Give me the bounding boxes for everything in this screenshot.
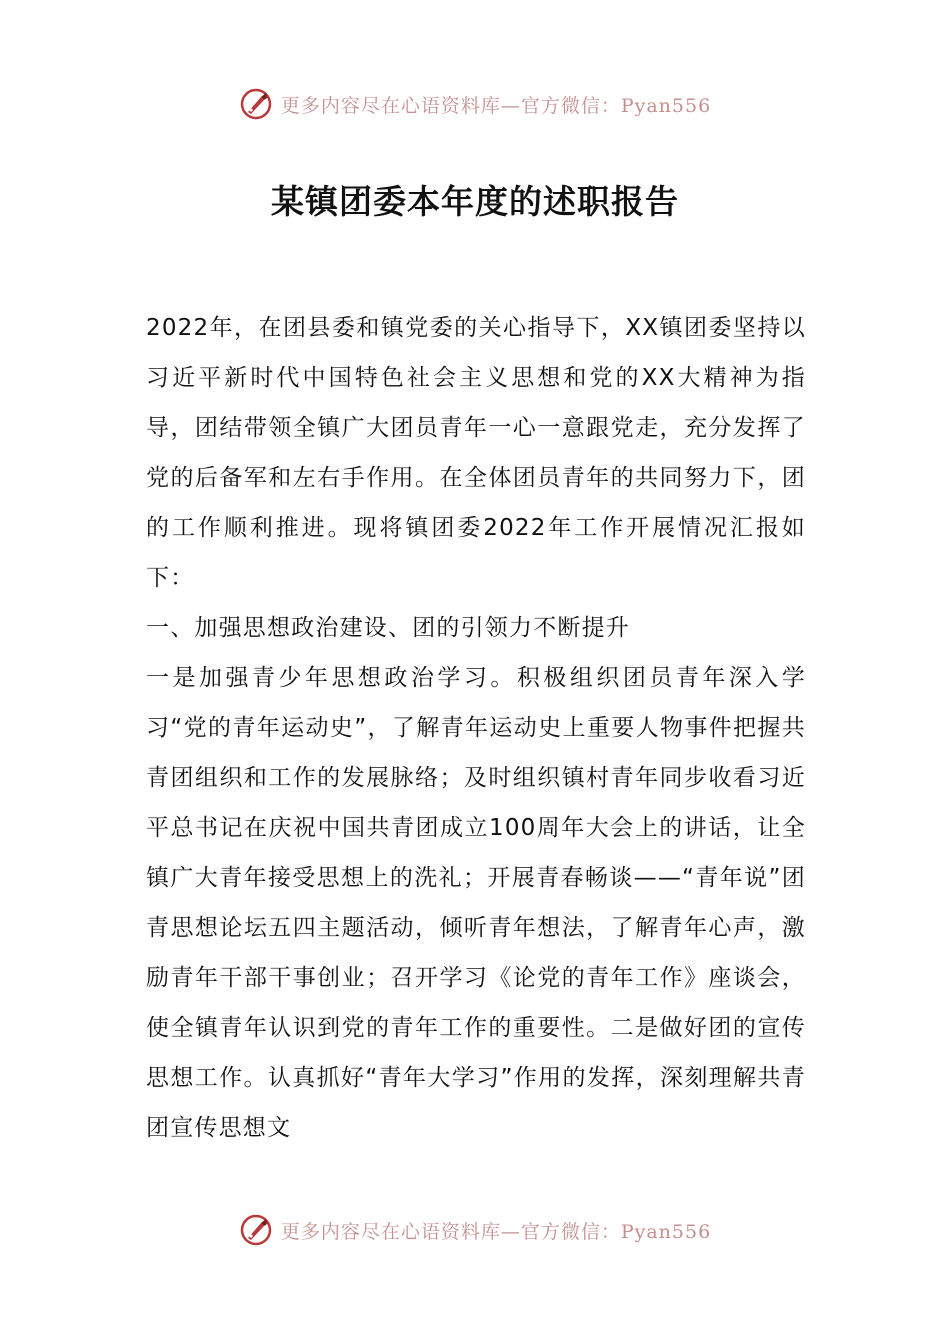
intro-paragraph: 2022年，在团县委和镇党委的关心指导下，XX镇团委坚持以习近平新时代中国特色社会主义思想和党的XX大精神为指导，团结带领全镇广大团员青年一心一意跟党走，充分发挥了党的后备军和左右手作用。在全体团员青年的共同努力下，团的工作顺利推进。现将镇团委2022年工作开展情况汇报如下： [146,315,806,591]
header-watermark [0,84,950,124]
header-watermark-text: 更多内容尽在心语资料库—官方微信：Pyan556 [280,94,712,117]
section-paragraph: 一是加强青少年思想政治学习。积极组织团员青年深入学习“党的青年运动史”，了解青年运动史上重要人物事件把握共青团组织和工作的发展脉络；及时组织镇村青年同步收看习近平总书记在庆祝中国共青团成立100周年大会上的讲话，让全镇广大青年接受思想上的洗礼；开展青春畅谈——“青年说”团青思想论坛五四主题活动，倾听青年想法，了解青年心声，激励青年干部干事创业；召开学习《论党的青年工作》座谈会，使全镇青年认识到党的青年工作的重要性。二是做好团的宣传思想工作。认真抓好“青年大学习”作用的发挥，深刻理解共青团宣传思想文 [146,665,806,1141]
footer-watermark-text: 更多内容尽在心语资料库—官方微信：Pyan556 [280,1220,712,1243]
pen-nib-logo-icon [239,1213,273,1247]
footer-watermark [0,1210,950,1250]
document-body [146,303,806,1153]
document-title: 某镇团委本年度的述职报告 [271,182,679,221]
pen-nib-logo-icon [239,87,273,121]
section-heading: 一、加强思想政治建设、团的引领力不断提升 [146,615,630,641]
